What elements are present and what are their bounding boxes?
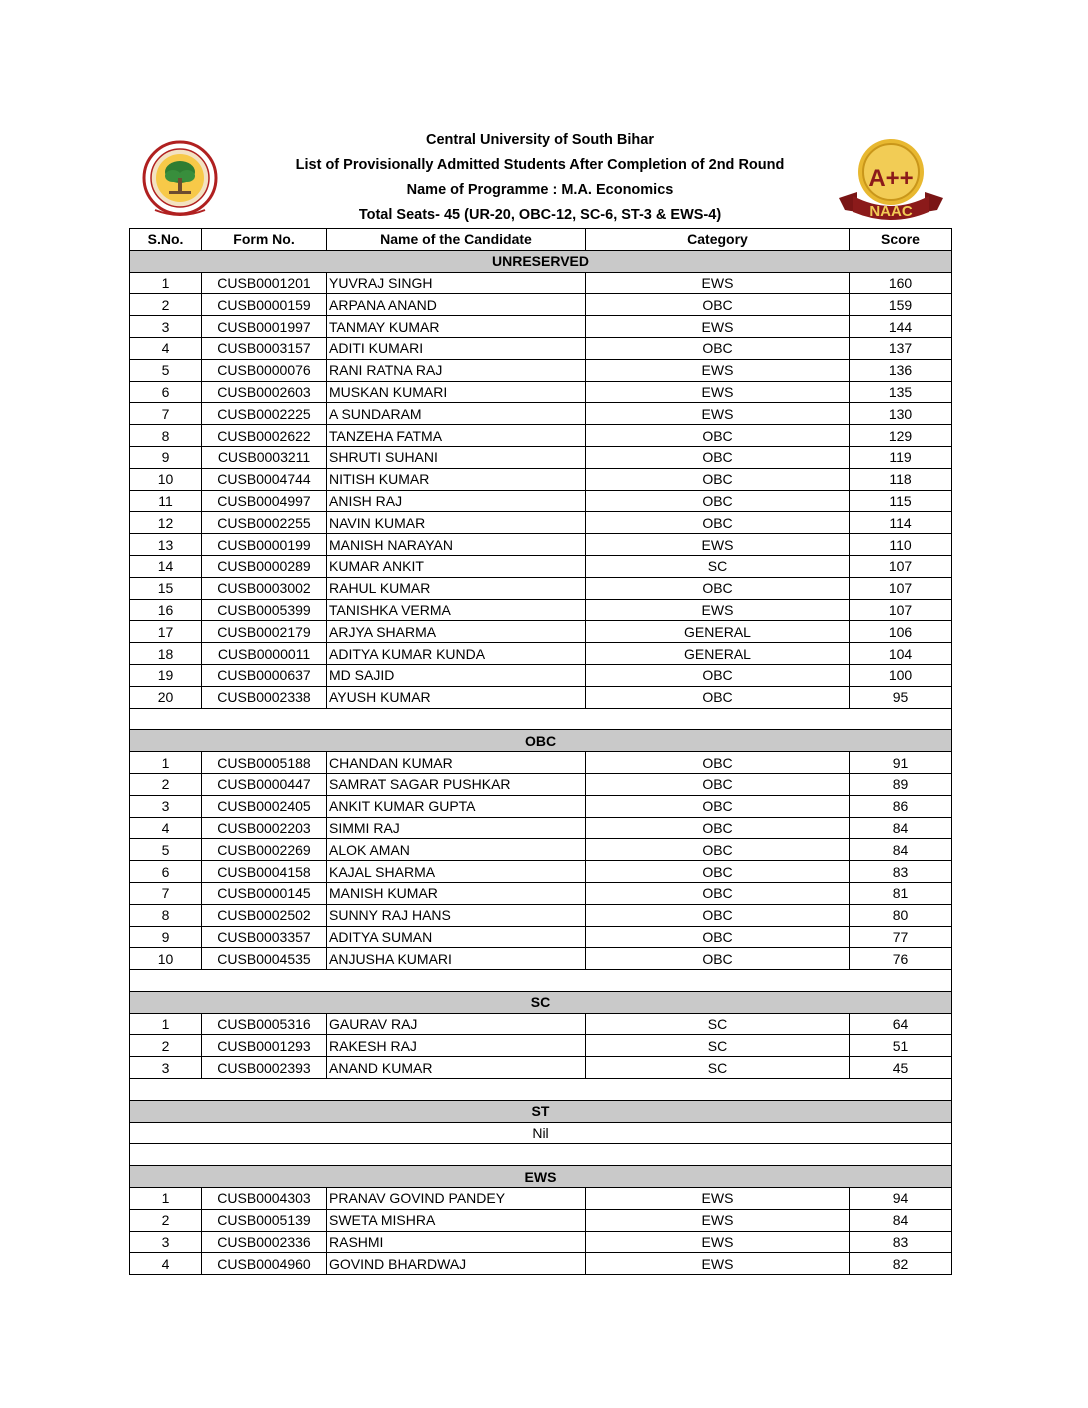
column-header: Name of the Candidate [327,229,586,251]
table-row [130,773,952,795]
candidate-name-cell: ADITI KUMARI [327,337,586,359]
form-no-cell: CUSB0003357 [202,926,327,948]
form-no-cell: CUSB0003002 [202,577,327,599]
table-row [130,1231,952,1253]
candidate-name-cell: SUNNY RAJ HANS [327,904,586,926]
score-cell: 136 [850,359,952,381]
score-cell: 137 [850,337,952,359]
section-header-row [130,1100,952,1122]
form-no-cell: CUSB0003157 [202,337,327,359]
category-cell: SC [586,1035,850,1057]
table-row [130,664,952,686]
sno-cell: 14 [130,555,202,577]
table-row [130,490,952,512]
spacer-row [130,708,952,730]
form-no-cell: CUSB0004158 [202,861,327,883]
section-title: OBC [130,730,952,752]
table-row [130,817,952,839]
candidate-name-cell: MANISH KUMAR [327,882,586,904]
candidate-name-cell: ANKIT KUMAR GUPTA [327,795,586,817]
section-header-row [130,250,952,272]
score-cell: 83 [850,861,952,883]
form-no-cell: CUSB0002338 [202,686,327,708]
candidate-name-cell: RAHUL KUMAR [327,577,586,599]
table-row [130,316,952,338]
table-row [130,555,952,577]
score-cell: 95 [850,686,952,708]
category-cell: OBC [586,686,850,708]
score-cell: 129 [850,425,952,447]
category-cell: OBC [586,446,850,468]
form-no-cell: CUSB0002269 [202,839,327,861]
score-cell: 64 [850,1013,952,1035]
form-no-cell: CUSB0000447 [202,773,327,795]
spacer-cell [130,1144,952,1166]
form-no-cell: CUSB0004535 [202,948,327,970]
form-no-cell: CUSB0001997 [202,316,327,338]
form-no-cell: CUSB0000011 [202,643,327,665]
form-no-cell: CUSB0000289 [202,555,327,577]
candidate-name-cell: YUVRAJ SINGH [327,272,586,294]
category-cell: OBC [586,490,850,512]
candidate-name-cell: GAURAV RAJ [327,1013,586,1035]
programme-name: Name of Programme : M.A. Economics [406,182,674,198]
sno-cell: 2 [130,1035,202,1057]
score-cell: 144 [850,316,952,338]
column-header: Score [850,229,952,251]
spacer-cell [130,970,952,992]
table-row [130,294,952,316]
category-cell: EWS [586,1231,850,1253]
sno-cell: 3 [130,795,202,817]
sno-cell: 5 [130,839,202,861]
score-cell: 107 [850,599,952,621]
form-no-cell: CUSB0001201 [202,272,327,294]
sno-cell: 7 [130,403,202,425]
category-cell: OBC [586,577,850,599]
form-no-cell: CUSB0002622 [202,425,327,447]
form-no-cell: CUSB0004744 [202,468,327,490]
candidate-name-cell: ARPANA ANAND [327,294,586,316]
sno-cell: 17 [130,621,202,643]
candidate-name-cell: ARJYA SHARMA [327,621,586,643]
candidate-name-cell: A SUNDARAM [327,403,586,425]
score-cell: 130 [850,403,952,425]
score-cell: 51 [850,1035,952,1057]
category-cell: EWS [586,316,850,338]
candidate-name-cell: SWETA MISHRA [327,1209,586,1231]
form-no-cell: CUSB0005399 [202,599,327,621]
table-row [130,577,952,599]
candidate-name-cell: SAMRAT SAGAR PUSHKAR [327,773,586,795]
sno-cell: 16 [130,599,202,621]
table-row [130,1188,952,1210]
form-no-cell: CUSB0002393 [202,1057,327,1079]
table-row [130,425,952,447]
sno-cell: 4 [130,1253,202,1275]
score-cell: 84 [850,817,952,839]
candidate-name-cell: AYUSH KUMAR [327,686,586,708]
category-cell: GENERAL [586,643,850,665]
score-cell: 106 [850,621,952,643]
section-title: UNRESERVED [130,250,952,272]
sno-cell: 3 [130,1231,202,1253]
category-cell: OBC [586,948,850,970]
form-no-cell: CUSB0002502 [202,904,327,926]
candidate-name-cell: ADITYA SUMAN [327,926,586,948]
sno-cell: 7 [130,882,202,904]
category-cell: OBC [586,425,850,447]
category-cell: EWS [586,1188,850,1210]
form-no-cell: CUSB0005139 [202,1209,327,1231]
form-no-cell: CUSB0003211 [202,446,327,468]
category-cell: EWS [586,381,850,403]
category-cell: OBC [586,468,850,490]
table-row [130,904,952,926]
score-cell: 114 [850,512,952,534]
document-header [129,128,951,228]
sno-cell: 4 [130,817,202,839]
spacer-cell [130,708,952,730]
sno-cell: 11 [130,490,202,512]
sno-cell: 12 [130,512,202,534]
score-cell: 83 [850,1231,952,1253]
section-title: ST [130,1100,952,1122]
category-cell: EWS [586,1209,850,1231]
score-cell: 115 [850,490,952,512]
category-cell: SC [586,1013,850,1035]
sno-cell: 6 [130,381,202,403]
sno-cell: 3 [130,316,202,338]
candidate-name-cell: RAKESH RAJ [327,1035,586,1057]
category-cell: OBC [586,904,850,926]
category-cell: SC [586,555,850,577]
table-header-row [130,229,952,251]
score-cell: 84 [850,839,952,861]
score-cell: 118 [850,468,952,490]
score-cell: 104 [850,643,952,665]
nil-row [130,1122,952,1144]
naac-label-text: NAAC [869,203,913,220]
category-cell: OBC [586,861,850,883]
admission-table [129,228,952,1275]
candidate-name-cell: TANMAY KUMAR [327,316,586,338]
form-no-cell: CUSB0004997 [202,490,327,512]
sno-cell: 8 [130,904,202,926]
section-title: EWS [130,1166,952,1188]
candidate-name-cell: RANI RATNA RAJ [327,359,586,381]
form-no-cell: CUSB0005316 [202,1013,327,1035]
table-row [130,272,952,294]
score-cell: 84 [850,1209,952,1231]
category-cell: EWS [586,534,850,556]
form-no-cell: CUSB0000637 [202,664,327,686]
category-cell: EWS [586,403,850,425]
table-row [130,534,952,556]
candidate-name-cell: ANISH RAJ [327,490,586,512]
score-cell: 159 [850,294,952,316]
table-row [130,1209,952,1231]
sno-cell: 10 [130,948,202,970]
column-header: Category [586,229,850,251]
table-row [130,599,952,621]
form-no-cell: CUSB0002203 [202,817,327,839]
score-cell: 119 [850,446,952,468]
candidate-name-cell: KUMAR ANKIT [327,555,586,577]
naac-grade-text: A++ [868,165,914,192]
column-header: S.No. [130,229,202,251]
table-row [130,621,952,643]
score-cell: 89 [850,773,952,795]
table-row [130,403,952,425]
candidate-name-cell: TANISHKA VERMA [327,599,586,621]
category-cell: OBC [586,773,850,795]
score-cell: 45 [850,1057,952,1079]
sno-cell: 18 [130,643,202,665]
column-header: Form No. [202,229,327,251]
form-no-cell: CUSB0000159 [202,294,327,316]
category-cell: SC [586,1057,850,1079]
candidate-name-cell: ANAND KUMAR [327,1057,586,1079]
form-no-cell: CUSB0002179 [202,621,327,643]
sno-cell: 9 [130,446,202,468]
candidate-name-cell: MUSKAN KUMARI [327,381,586,403]
nil-text: Nil [130,1122,952,1144]
category-cell: OBC [586,664,850,686]
form-no-cell: CUSB0000145 [202,882,327,904]
table-row [130,446,952,468]
score-cell: 91 [850,752,952,774]
category-cell: EWS [586,359,850,381]
table-body [130,250,952,1274]
total-seats: Total Seats- 45 (UR-20, OBC-12, SC-6, ST-3 & EWS-4) [358,207,722,223]
score-cell: 80 [850,904,952,926]
sno-cell: 4 [130,337,202,359]
score-cell: 77 [850,926,952,948]
category-cell: OBC [586,882,850,904]
candidate-name-cell: KAJAL SHARMA [327,861,586,883]
candidate-name-cell: NITISH KUMAR [327,468,586,490]
naac-badge-logo [835,136,947,226]
section-header-row [130,730,952,752]
form-no-cell: CUSB0000199 [202,534,327,556]
category-cell: OBC [586,817,850,839]
table-row [130,512,952,534]
list-title: List of Provisionally Admitted Students After Completion of 2nd Round [295,157,785,173]
category-cell: OBC [586,294,850,316]
score-cell: 76 [850,948,952,970]
sno-cell: 1 [130,752,202,774]
table-row [130,948,952,970]
form-no-cell: CUSB0002336 [202,1231,327,1253]
sno-cell: 1 [130,1188,202,1210]
candidate-name-cell: SIMMI RAJ [327,817,586,839]
score-cell: 135 [850,381,952,403]
score-cell: 94 [850,1188,952,1210]
candidate-name-cell: CHANDAN KUMAR [327,752,586,774]
table-row [130,1253,952,1275]
university-name: Central University of South Bihar [425,132,654,148]
category-cell: EWS [586,599,850,621]
score-cell: 107 [850,577,952,599]
table-row [130,359,952,381]
form-no-cell: CUSB0002225 [202,403,327,425]
candidate-name-cell: SHRUTI SUHANI [327,446,586,468]
candidate-name-cell: ADITYA KUMAR KUNDA [327,643,586,665]
category-cell: OBC [586,512,850,534]
form-no-cell: CUSB0004960 [202,1253,327,1275]
score-cell: 100 [850,664,952,686]
spacer-cell [130,1079,952,1101]
category-cell: GENERAL [586,621,850,643]
section-header-row [130,1166,952,1188]
candidate-name-cell: TANZEHA FATMA [327,425,586,447]
sno-cell: 3 [130,1057,202,1079]
candidate-name-cell: RASHMI [327,1231,586,1253]
university-seal-logo [139,140,221,222]
sno-cell: 6 [130,861,202,883]
form-no-cell: CUSB0005188 [202,752,327,774]
candidate-name-cell: MANISH NARAYAN [327,534,586,556]
candidate-name-cell: ANJUSHA KUMARI [327,948,586,970]
category-cell: OBC [586,926,850,948]
category-cell: OBC [586,337,850,359]
candidate-name-cell: PRANAV GOVIND PANDEY [327,1188,586,1210]
sno-cell: 8 [130,425,202,447]
table-row [130,1013,952,1035]
score-cell: 160 [850,272,952,294]
section-header-row [130,991,952,1013]
table-row [130,839,952,861]
score-cell: 82 [850,1253,952,1275]
table-row [130,926,952,948]
sno-cell: 15 [130,577,202,599]
table-row [130,337,952,359]
sno-cell: 13 [130,534,202,556]
table-row [130,686,952,708]
sno-cell: 2 [130,1209,202,1231]
category-cell: OBC [586,795,850,817]
sno-cell: 19 [130,664,202,686]
section-title: SC [130,991,952,1013]
score-cell: 86 [850,795,952,817]
form-no-cell: CUSB0004303 [202,1188,327,1210]
score-cell: 107 [850,555,952,577]
form-no-cell: CUSB0002603 [202,381,327,403]
form-no-cell: CUSB0001293 [202,1035,327,1057]
spacer-row [130,1144,952,1166]
spacer-row [130,1079,952,1101]
table-row [130,752,952,774]
table-row [130,468,952,490]
category-cell: OBC [586,752,850,774]
candidate-name-cell: GOVIND BHARDWAJ [327,1253,586,1275]
sno-cell: 20 [130,686,202,708]
category-cell: EWS [586,1253,850,1275]
candidate-name-cell: ALOK AMAN [327,839,586,861]
sno-cell: 2 [130,773,202,795]
form-no-cell: CUSB0002255 [202,512,327,534]
sno-cell: 10 [130,468,202,490]
table-row [130,1057,952,1079]
table-row [130,381,952,403]
sno-cell: 9 [130,926,202,948]
category-cell: EWS [586,272,850,294]
form-no-cell: CUSB0002405 [202,795,327,817]
form-no-cell: CUSB0000076 [202,359,327,381]
sno-cell: 2 [130,294,202,316]
table-row [130,882,952,904]
category-cell: OBC [586,839,850,861]
score-cell: 81 [850,882,952,904]
table-row [130,795,952,817]
candidate-name-cell: MD SAJID [327,664,586,686]
score-cell: 110 [850,534,952,556]
sno-cell: 1 [130,272,202,294]
sno-cell: 1 [130,1013,202,1035]
spacer-row [130,970,952,992]
table-row [130,1035,952,1057]
table-row [130,643,952,665]
table-row [130,861,952,883]
sno-cell: 5 [130,359,202,381]
candidate-name-cell: NAVIN KUMAR [327,512,586,534]
